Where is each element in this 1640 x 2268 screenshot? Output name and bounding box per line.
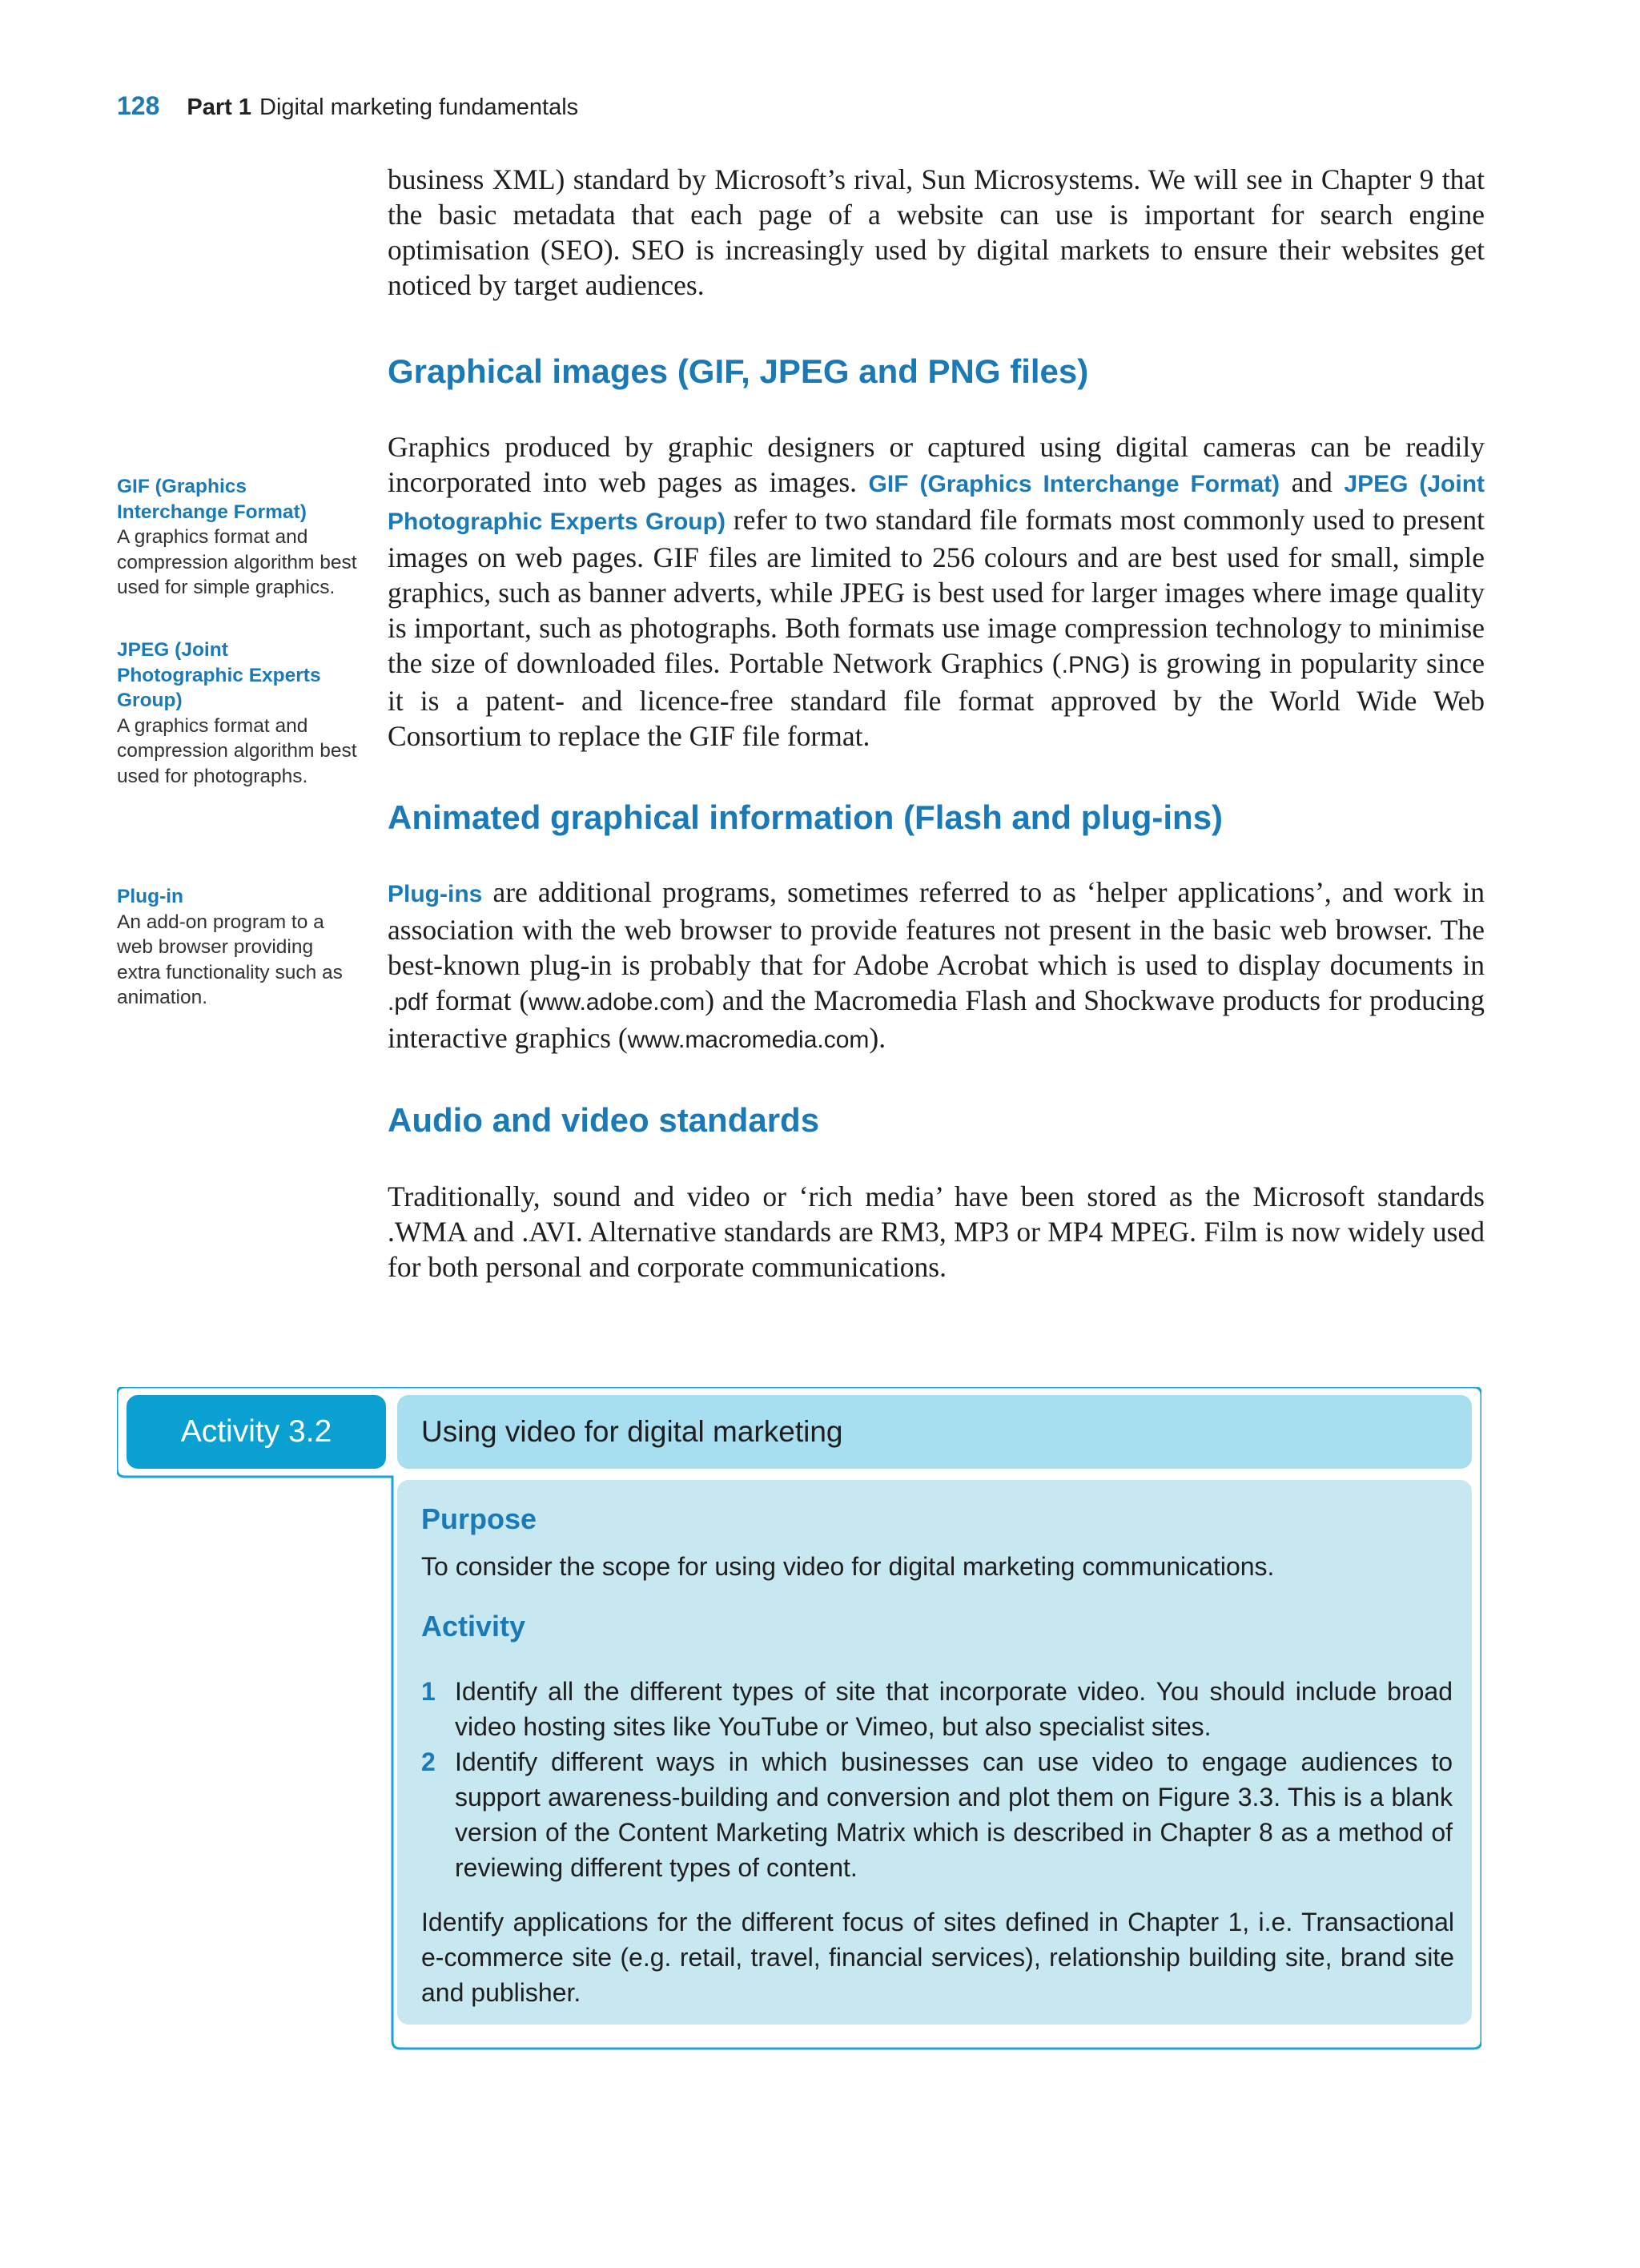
activity-label: Activity 3.2 bbox=[127, 1395, 386, 1469]
margin-note-definition: A graphics format and compression algorithm best used for simple graphics. bbox=[117, 526, 357, 598]
graphics-paragraph bbox=[388, 429, 1485, 754]
link-macromedia: www.macromedia.com bbox=[627, 1027, 870, 1053]
margin-note-definition: An add-on program to a web browser providing extra functionality such as animation. bbox=[117, 911, 343, 1008]
margin-note-jpeg bbox=[117, 637, 357, 789]
graphics-text-2: and bbox=[1291, 466, 1332, 498]
margin-note-plugin bbox=[117, 884, 357, 1011]
animated-text-2: format ( bbox=[435, 984, 529, 1016]
purpose-heading: Purpose bbox=[421, 1502, 537, 1535]
activity-heading: Activity bbox=[421, 1610, 526, 1643]
animated-text-4: ). bbox=[869, 1022, 886, 1054]
activity-item-text: Identify all the different types of site that incorporate video. You should include broad video hosting sites like YouTube or Vimeo, but also specialist sites. bbox=[455, 1677, 1453, 1741]
activity-item-number: 1 bbox=[421, 1677, 436, 1706]
section-heading-graphics: Graphical images (GIF, JPEG and PNG files) bbox=[388, 352, 1089, 390]
activity-item-text: Identify different ways in which businesses can use video to engage audiences to support awareness-building and conversion and plot them on Figure 3.3. This is a blank version of the Content Marketing Matrix which is described in Chapter 8 as a method of reviewing different types of content. bbox=[455, 1747, 1453, 1882]
page-number: 128 bbox=[117, 91, 160, 120]
animated-paragraph bbox=[388, 875, 1485, 1058]
margin-note-term: Plug-in bbox=[117, 886, 184, 907]
part-title: Digital marketing fundamentals bbox=[259, 94, 579, 120]
section-heading-audio: Audio and video standards bbox=[388, 1101, 820, 1139]
animated-text-1: are additional programs, sometimes referred to as ‘helper applications’, and work in association with the web browser to provide features not present in the basic web browser. The best-known plug-in is probably that for Adobe Acrobat which is used to display documents in bbox=[388, 876, 1485, 981]
graphics-text-4: ) is growing in popularity since it is a patent- and licence-free standard file format approved by the World Wide Web Consortium to replace the GIF file format. bbox=[388, 647, 1485, 752]
audio-paragraph: Traditionally, sound and video or ‘rich media’ have been stored as the Microsoft standards .WMA and .AVI. Alternative standards are RM3, MP3 or MP4 MPEG. Film is now widely used for both personal and corporate communications. bbox=[388, 1180, 1485, 1283]
graphics-text-1: Graphics produced by graphic designers or captured using digital cameras can be readily incorporated into web pages as images. bbox=[388, 431, 1485, 498]
code-pdf: .pdf bbox=[388, 989, 428, 1015]
purpose-text: To consider the scope for using video for digital marketing communications. bbox=[421, 1552, 1275, 1581]
link-adobe: www.adobe.com bbox=[529, 989, 705, 1015]
term-plugins: Plug-ins bbox=[388, 881, 483, 907]
graphics-text-3: refer to two standard file formats most commonly used to present images on web pages. GIF files are limited to 256 colours and are best used for small, simple graphics, such as banner adverts, while JPEG is best used for larger images where image quality is important, such as photographs. Both formats use image compression technology to minimise the size of downloaded files. Portable Network Graphics ( bbox=[388, 504, 1485, 679]
term-jpeg: JPEG (Joint Photographic Experts Group) bbox=[388, 471, 1485, 535]
margin-note-term: JPEG (Joint Photographic Experts Group) bbox=[117, 639, 321, 711]
activity-item-number: 2 bbox=[421, 1747, 436, 1776]
running-header bbox=[117, 91, 578, 121]
term-gif: GIF (Graphics Interchange Format) bbox=[868, 471, 1280, 497]
intro-paragraph: business XML) standard by Microsoft’s rival, Sun Microsystems. We will see in Chapter 9 that the basic metadata that each page of a website can use is important for search engine optimisation (SEO). SEO is increasingly used by digital markets to ensure their websites get noticed by target audiences. bbox=[388, 163, 1485, 301]
activity-closing-text: Identify applications for the different focus of sites defined in Chapter 1, i.e. Transactional e-commerce site (e.g. retail, travel, financial services), relationship building site, brand site and publisher. bbox=[421, 1908, 1454, 2007]
section-heading-animated: Animated graphical information (Flash and plug-ins) bbox=[388, 798, 1224, 836]
activity-title bbox=[397, 1395, 1472, 1469]
code-png: .PNG bbox=[1061, 652, 1121, 678]
animated-text-3: ) and the Macromedia Flash and Shockwave products for producing interactive graphics ( bbox=[388, 984, 1485, 1054]
margin-note-gif bbox=[117, 474, 357, 601]
activity-title-text: Using video for digital marketing bbox=[421, 1415, 843, 1448]
margin-note-definition: A graphics format and compression algorithm best used for photographs. bbox=[117, 714, 357, 787]
margin-note-term: GIF (Graphics Interchange Format) bbox=[117, 476, 307, 523]
part-label: Part 1 bbox=[187, 94, 251, 120]
